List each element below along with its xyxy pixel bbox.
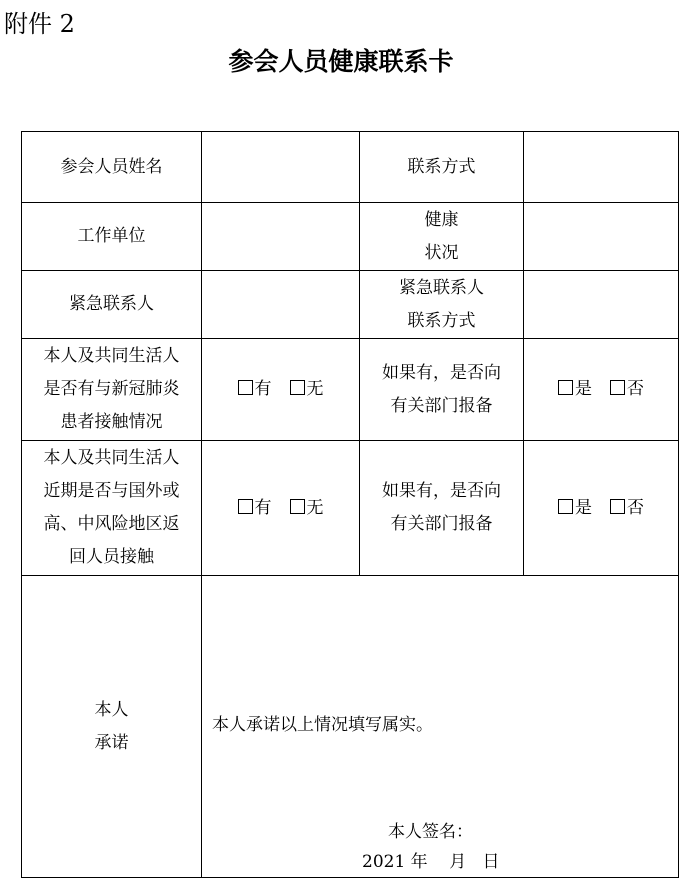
q1-options xyxy=(202,339,360,441)
emergency-phone-label-line: 联系方式 xyxy=(407,310,476,331)
table-row xyxy=(22,203,679,271)
contact-label: 联系方式 xyxy=(360,132,524,203)
checkbox-box-icon xyxy=(290,380,305,395)
health-label-line: 状况 xyxy=(424,242,459,263)
q2-question xyxy=(22,441,202,576)
table-row xyxy=(22,132,679,203)
emergency-contact-label: 紧急联系人 xyxy=(22,271,202,339)
emergency-contact-field[interactable] xyxy=(202,271,360,339)
work-unit-field[interactable] xyxy=(202,203,360,271)
commitment-label-line: 本人 xyxy=(94,699,129,720)
checkbox-box-icon xyxy=(610,499,625,514)
checkbox-box-icon xyxy=(238,499,253,514)
q2-question-line: 近期是否与国外或 xyxy=(43,481,180,501)
page-title: 参会人员健康联系卡 xyxy=(228,47,454,76)
q2-question-line: 高、中风险地区返 xyxy=(43,514,180,534)
date-line: 2021 年 月 日 xyxy=(362,852,500,872)
q2-question-line: 本人及共同生活人 xyxy=(43,448,180,468)
emergency-phone-field[interactable] xyxy=(524,271,679,339)
q1-report-yes-checkbox[interactable] xyxy=(558,373,592,406)
q1-report-no-checkbox[interactable] xyxy=(610,373,644,406)
q1-report-no-label: 否 xyxy=(627,379,644,399)
q2-report-no-label: 否 xyxy=(627,497,644,518)
q2-report-options xyxy=(524,441,679,576)
q2-report-question xyxy=(360,441,524,576)
q2-report-yes-checkbox[interactable] xyxy=(558,492,592,525)
checkbox-box-icon xyxy=(238,380,253,395)
q2-report-line: 有关部门报备 xyxy=(390,514,493,534)
table-row xyxy=(22,271,679,339)
emergency-phone-label-line: 紧急联系人 xyxy=(399,277,484,298)
q2-no-label: 无 xyxy=(306,497,324,518)
contact-field[interactable] xyxy=(524,132,679,203)
checkbox-box-icon xyxy=(610,380,625,395)
q1-report-line: 有关部门报备 xyxy=(390,395,493,416)
attachment-label: 附件 2 xyxy=(4,10,75,38)
health-label-line: 健康 xyxy=(424,209,459,230)
checkbox-box-icon xyxy=(558,499,573,514)
q2-report-line: 如果有，是否向 xyxy=(382,481,501,501)
q1-no-checkbox[interactable] xyxy=(290,373,324,406)
q2-yes-checkbox[interactable] xyxy=(238,492,272,525)
emergency-phone-label xyxy=(360,271,524,339)
signature-label: 本人签名： xyxy=(388,822,473,842)
commitment-area[interactable] xyxy=(202,576,679,878)
q1-no-label: 无 xyxy=(306,379,324,399)
table-row xyxy=(22,339,679,441)
q2-report-yes-label: 是 xyxy=(575,497,592,518)
q1-question-line: 患者接触情况 xyxy=(60,412,163,432)
q1-question-line: 本人及共同生活人 xyxy=(43,346,180,366)
commitment-label-line: 承诺 xyxy=(94,732,129,753)
q2-report-no-checkbox[interactable] xyxy=(610,492,644,525)
q1-report-options xyxy=(524,339,679,441)
q1-report-yes-label: 是 xyxy=(575,379,592,399)
q2-no-checkbox[interactable] xyxy=(290,492,324,525)
health-label xyxy=(360,203,524,271)
checkbox-box-icon xyxy=(558,380,573,395)
commitment-statement: 本人承诺以上情况填写属实。 xyxy=(212,715,433,735)
q2-question-line: 回人员接触 xyxy=(69,547,154,567)
checkbox-box-icon xyxy=(290,499,305,514)
q1-report-line: 如果有，是否向 xyxy=(382,362,501,383)
health-field[interactable] xyxy=(524,203,679,271)
table-row xyxy=(22,441,679,576)
name-field[interactable] xyxy=(202,132,360,203)
q2-options xyxy=(202,441,360,576)
q1-report-question xyxy=(360,339,524,441)
q1-question xyxy=(22,339,202,441)
work-unit-label: 工作单位 xyxy=(22,203,202,271)
q1-yes-label: 有 xyxy=(254,379,272,399)
table-row xyxy=(22,576,679,878)
q1-yes-checkbox[interactable] xyxy=(238,373,272,406)
name-label: 参会人员姓名 xyxy=(22,132,202,203)
health-contact-table xyxy=(21,131,679,878)
q1-question-line: 是否有与新冠肺炎 xyxy=(43,379,180,399)
q2-yes-label: 有 xyxy=(254,497,272,518)
commitment-label xyxy=(22,576,202,878)
